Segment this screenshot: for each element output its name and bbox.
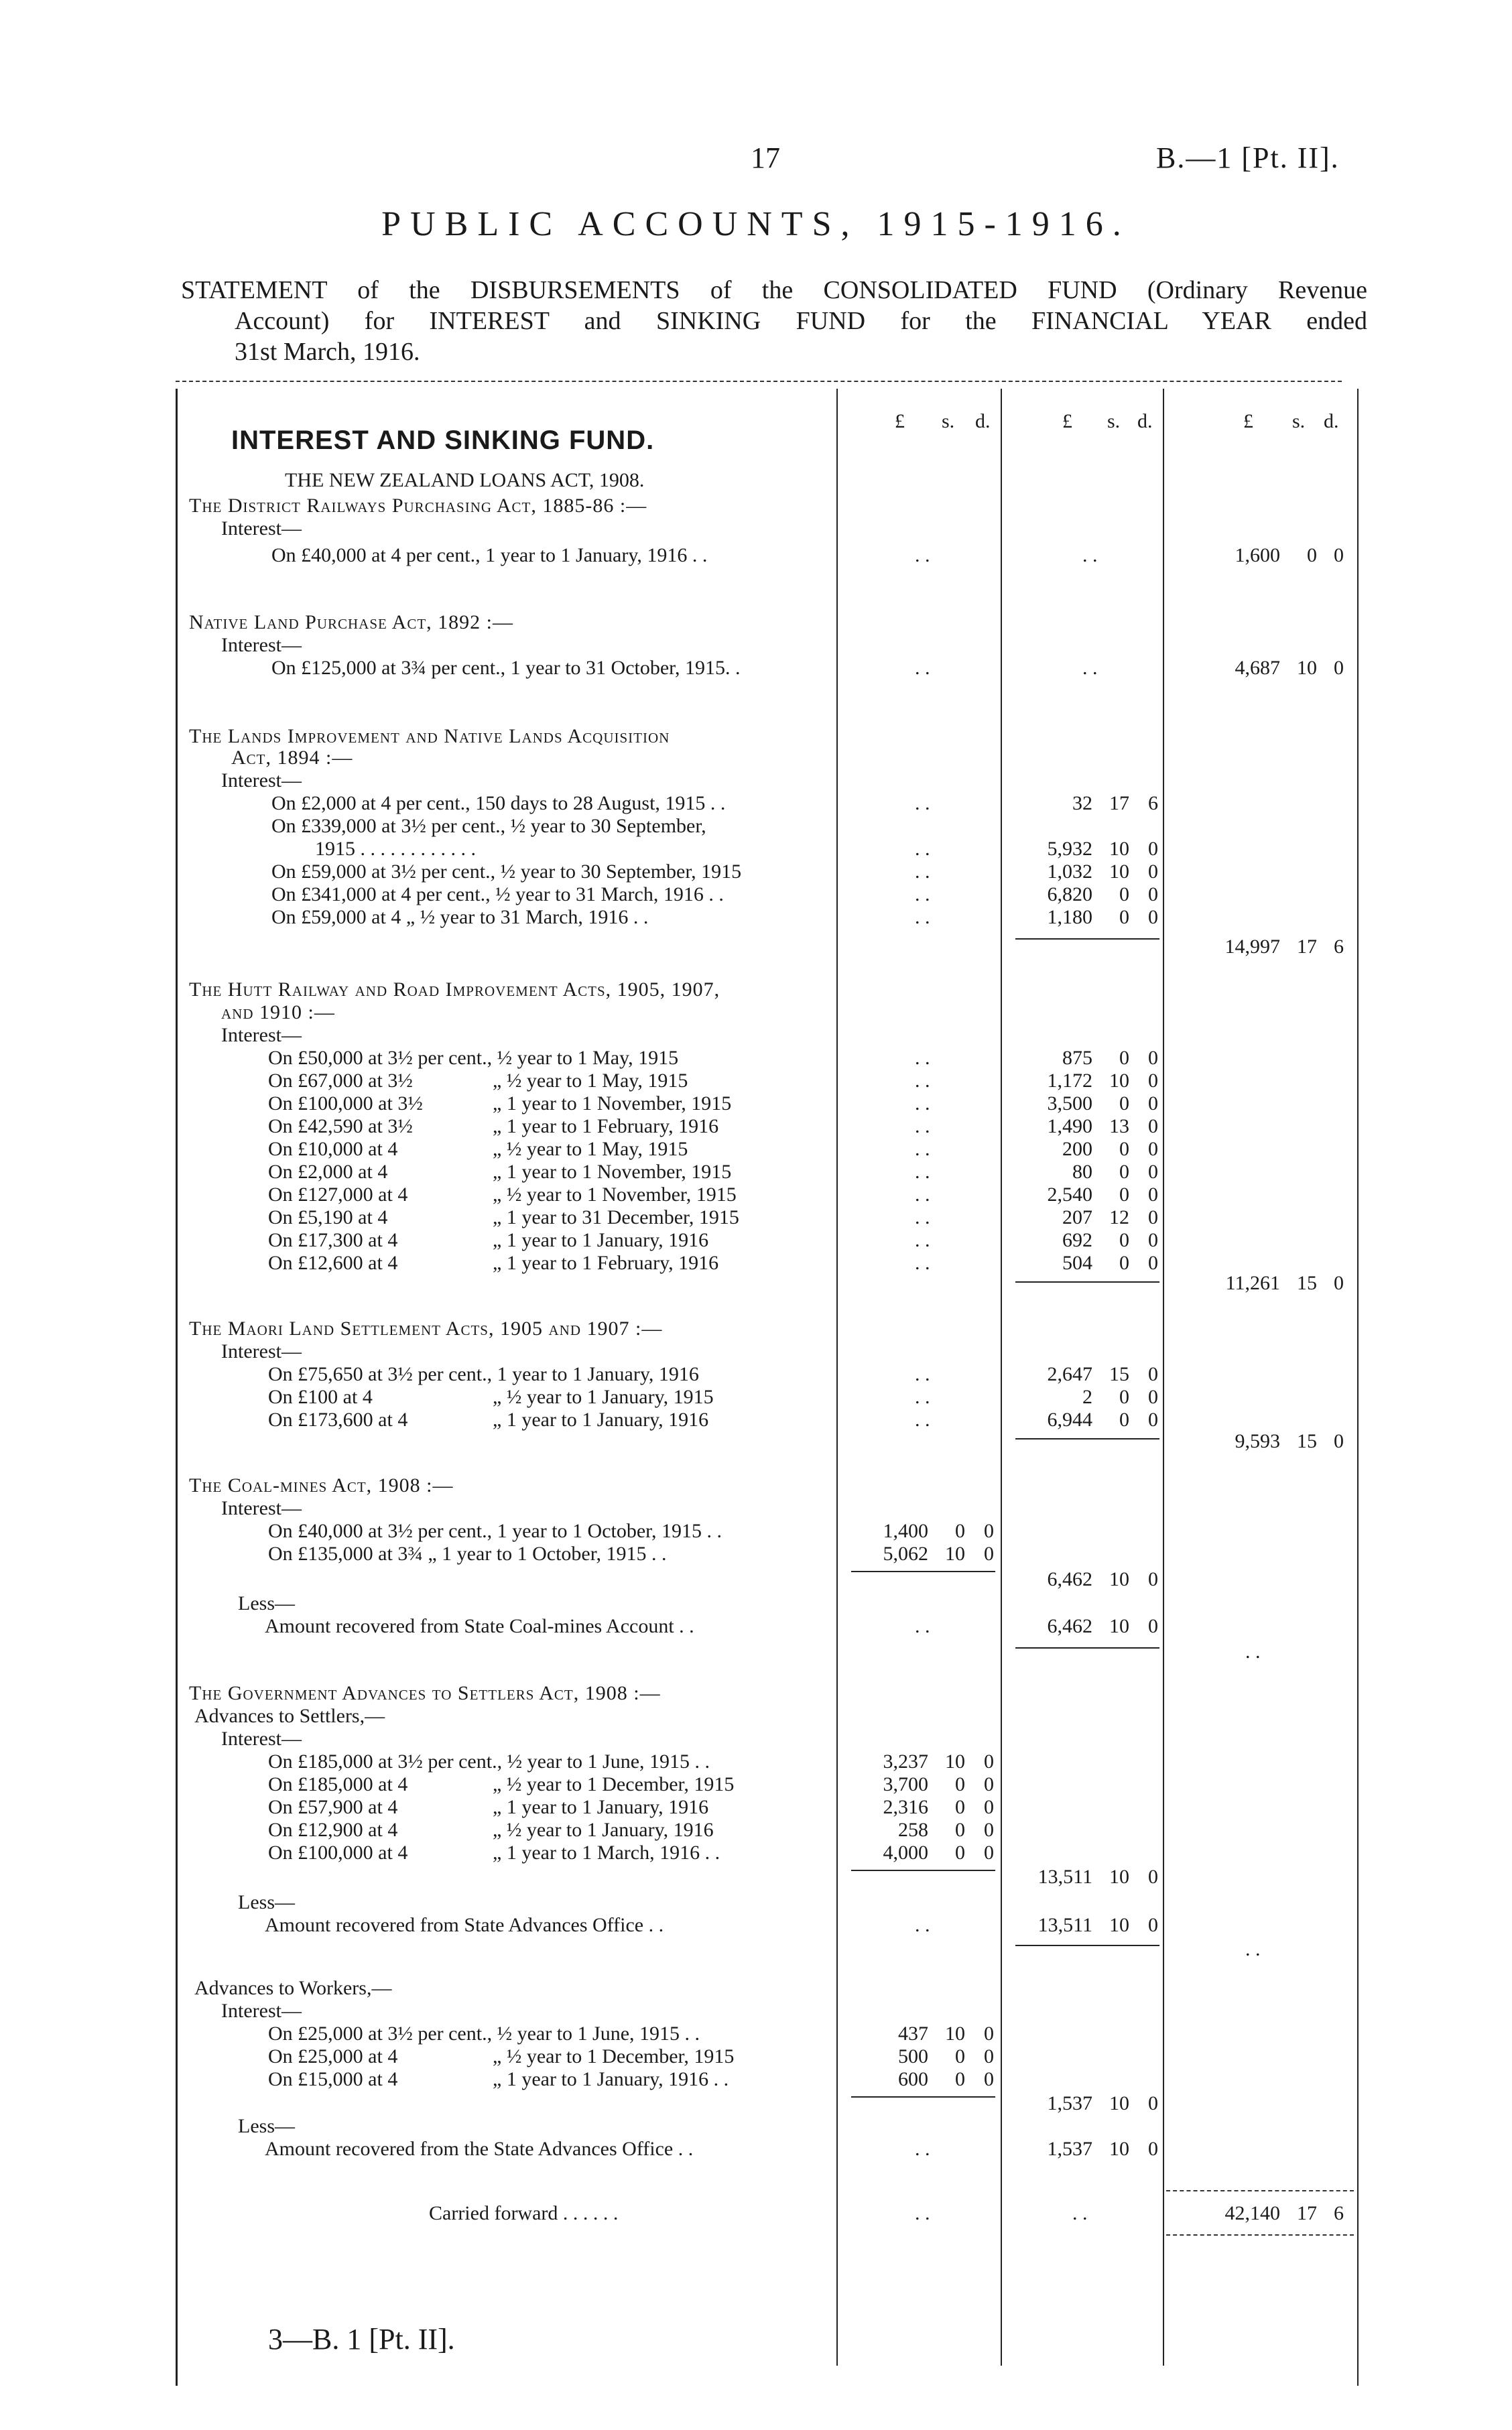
section-5-line-3-pence: 0 xyxy=(1148,1409,1158,1431)
section-8-line-2-a: On £25,000 at 4 xyxy=(268,2045,398,2067)
carried-forward-top-rule xyxy=(1166,2190,1354,2191)
section-4-line-5-pounds: 200 xyxy=(1062,1138,1092,1160)
section-5-line-3-c1: . . xyxy=(915,1409,930,1431)
section-5-total-pounds: 9,593 xyxy=(1235,1430,1280,1452)
section-5-line-3-pounds: 6,944 xyxy=(1047,1409,1092,1431)
section-3-line-6: On £59,000 at 4 „ ½ year to 31 March, 1916 . . xyxy=(271,906,649,928)
section-4-line-4-shillings: 13 xyxy=(1109,1115,1129,1137)
section-4-line-10-b: „ 1 year to 1 February, 1916 xyxy=(493,1252,719,1274)
section-4-line-6-c1: . . xyxy=(915,1161,930,1183)
section-6-subtotal-pence: 0 xyxy=(1148,1568,1158,1590)
section-3-line-6-pounds: 1,180 xyxy=(1047,906,1092,928)
section-7-line-5-a: On £100,000 at 4 xyxy=(268,1842,408,1864)
section-4-line-9-shillings: 0 xyxy=(1119,1229,1129,1251)
section-7-line-1-pence: 0 xyxy=(984,1750,994,1773)
section-3-line-1-shillings: 17 xyxy=(1109,792,1129,814)
section-2-title: Native Land Purchase Act, 1892 :— xyxy=(189,611,514,633)
section-7-line-1: On £185,000 at 3½ per cent., ½ year to 1 June, 1915 . . xyxy=(268,1750,710,1773)
main-heading: INTEREST AND SINKING FUND. xyxy=(231,426,655,455)
section-4-line-3-shillings: 0 xyxy=(1119,1092,1129,1114)
section-7-line-2-b: „ ½ year to 1 December, 1915 xyxy=(493,1773,735,1795)
section-4-line-8-pence: 0 xyxy=(1148,1206,1158,1228)
table-top-rule xyxy=(176,381,1342,382)
section-4-line-7-pence: 0 xyxy=(1148,1184,1158,1206)
section-8-sum-rule xyxy=(851,2096,995,2098)
section-5-line-1: On £75,650 at 3½ per cent., 1 year to 1 January, 1916 xyxy=(268,1363,699,1385)
page-title: PUBLIC ACCOUNTS, 1915-1916. xyxy=(381,205,1131,243)
section-5-line-1-c1: . . xyxy=(915,1363,930,1385)
section-4-line-1-shillings: 0 xyxy=(1119,1047,1129,1069)
section-3-line-1: On £2,000 at 4 per cent., 150 days to 28 August, 1915 . . xyxy=(271,792,726,814)
carried-forward-pounds: 42,140 xyxy=(1224,2202,1280,2224)
section-6-line-1-pence: 0 xyxy=(984,1520,994,1542)
section-3-sub: Interest— xyxy=(221,769,302,791)
section-2-total-pence: 0 xyxy=(1334,657,1344,679)
section-7-title: The Government Advances to Settlers Act, 1908 :— xyxy=(189,1682,661,1704)
section-4-line-9-b: „ 1 year to 1 January, 1916 xyxy=(493,1229,709,1251)
section-7-subtotal-shillings: 10 xyxy=(1109,1866,1129,1888)
section-7-line-3-a: On £57,900 at 4 xyxy=(268,1796,398,1818)
carried-forward-c1: . . xyxy=(915,2202,930,2224)
footer-reference: 3—B. 1 [Pt. II]. xyxy=(268,2323,455,2356)
section-6-line-2-shillings: 10 xyxy=(945,1543,965,1565)
section-8-line-3-pounds: 600 xyxy=(898,2068,928,2090)
col1-pounds-header: £ xyxy=(895,410,905,432)
section-5-sub: Interest— xyxy=(221,1340,302,1362)
section-8-line-3-pence: 0 xyxy=(984,2068,994,2090)
section-6-sum-rule xyxy=(851,1571,995,1572)
section-4-line-1-c1: . . xyxy=(915,1047,930,1069)
section-4-line-2-pence: 0 xyxy=(1148,1070,1158,1092)
section-4-line-8-shillings: 12 xyxy=(1109,1206,1129,1228)
section-4-line-4-c1: . . xyxy=(915,1115,930,1137)
section-4-line-3-pence: 0 xyxy=(1148,1092,1158,1114)
section-7-line-2-pence: 0 xyxy=(984,1773,994,1795)
section-8-line-3-b: „ 1 year to 1 January, 1916 . . xyxy=(493,2068,729,2090)
section-3-line-3-c1: . . xyxy=(915,838,930,860)
section-8-recovered-pence: 0 xyxy=(1148,2138,1158,2160)
section-5-line-2-c1: . . xyxy=(915,1386,930,1408)
section-7-line-5-pounds: 4,000 xyxy=(883,1842,928,1864)
section-6-recovered-pounds: 6,462 xyxy=(1047,1615,1092,1637)
carried-forward-c2: . . xyxy=(1072,2202,1088,2224)
section-5-line-3-b: „ 1 year to 1 January, 1916 xyxy=(493,1409,709,1431)
section-8-recovered-pounds: 1,537 xyxy=(1047,2138,1092,2160)
section-4-line-3-b: „ 1 year to 1 November, 1915 xyxy=(493,1092,732,1114)
document-reference: B.—1 [Pt. II]. xyxy=(1156,141,1340,174)
section-7-sub-1: Advances to Settlers,— xyxy=(194,1705,385,1727)
section-8-sub: Interest— xyxy=(221,2000,302,2022)
section-7-line-4-shillings: 0 xyxy=(955,1819,965,1841)
section-5-total-shillings: 15 xyxy=(1297,1430,1317,1452)
section-4-line-9-pounds: 692 xyxy=(1062,1229,1092,1251)
section-6-recovered: Amount recovered from State Coal-mines Account . . xyxy=(265,1615,694,1637)
col3-pence-header: d. xyxy=(1324,410,1339,432)
section-7-line-3-pounds: 2,316 xyxy=(883,1796,928,1818)
section-4-line-5-a: On £10,000 at 4 xyxy=(268,1138,398,1160)
section-1-c2: . . xyxy=(1082,544,1098,566)
section-4-line-10-shillings: 0 xyxy=(1119,1252,1129,1274)
section-4-line-6-pounds: 80 xyxy=(1072,1161,1092,1183)
section-5-line-3-a: On £173,600 at 4 xyxy=(268,1409,408,1431)
section-4-line-8-b: „ 1 year to 31 December, 1915 xyxy=(493,1206,739,1228)
col2-pence-header: d. xyxy=(1137,410,1153,432)
section-7-recovered-pounds: 13,511 xyxy=(1037,1914,1092,1936)
section-4-line-9-c1: . . xyxy=(915,1229,930,1251)
section-2-total-shillings: 10 xyxy=(1297,657,1317,679)
section-7-net-rule xyxy=(1015,1945,1159,1946)
section-7-sub: Interest— xyxy=(221,1728,302,1750)
section-4-line-10-c1: . . xyxy=(915,1252,930,1274)
section-3-line-4-shillings: 10 xyxy=(1109,860,1129,883)
section-8-subtotal-pounds: 1,537 xyxy=(1047,2092,1092,2114)
section-7-recovered-pence: 0 xyxy=(1148,1914,1158,1936)
section-6-c3: . . xyxy=(1245,1641,1261,1663)
section-4-line-3-pounds: 3,500 xyxy=(1047,1092,1092,1114)
section-7-line-3-shillings: 0 xyxy=(955,1796,965,1818)
section-4-sum-rule xyxy=(1015,1281,1159,1283)
section-5-total-pence: 0 xyxy=(1334,1430,1344,1452)
section-4-title-2: and 1910 :— xyxy=(221,1001,335,1023)
section-7-line-5-b: „ 1 year to 1 March, 1916 . . xyxy=(493,1842,720,1864)
section-3-line-4-c1: . . xyxy=(915,860,930,883)
section-4-line-6-a: On £2,000 at 4 xyxy=(268,1161,388,1183)
column-rule-2 xyxy=(1001,389,1002,2366)
section-4-line-10-pounds: 504 xyxy=(1062,1252,1092,1274)
section-4-line-8-a: On £5,190 at 4 xyxy=(268,1206,388,1228)
section-4-line-1: On £50,000 at 3½ per cent., ½ year to 1 May, 1915 xyxy=(268,1047,679,1069)
section-8-less: Less— xyxy=(238,2115,295,2137)
col3-shillings-header: s. xyxy=(1292,410,1306,432)
section-4-line-5-shillings: 0 xyxy=(1119,1138,1129,1160)
section-4-total-pence: 0 xyxy=(1334,1272,1344,1294)
section-4-title-1: The Hutt Railway and Road Improvement Acts, 1905, 1907, xyxy=(189,978,720,1001)
section-5-line-2-pence: 0 xyxy=(1148,1386,1158,1408)
section-1-total-pence: 0 xyxy=(1334,544,1344,566)
section-5-line-2-b: „ ½ year to 1 January, 1915 xyxy=(493,1386,714,1408)
carried-forward-shillings: 17 xyxy=(1297,2202,1317,2224)
column-rule-3 xyxy=(1163,389,1164,2366)
section-4-line-6-pence: 0 xyxy=(1148,1161,1158,1183)
section-7-line-4-pounds: 258 xyxy=(898,1819,928,1841)
section-1-title: The District Railways Purchasing Act, 1885-86 :— xyxy=(189,495,647,517)
section-3-total-shillings: 17 xyxy=(1297,936,1317,958)
section-8-line-1-pounds: 437 xyxy=(898,2023,928,2045)
section-8-recovered-shillings: 10 xyxy=(1109,2138,1129,2160)
section-2-line: On £125,000 at 3¾ per cent., 1 year to 31 October, 1915. . xyxy=(271,657,741,679)
section-6-line-1-pounds: 1,400 xyxy=(883,1520,928,1542)
section-8-line-2-pence: 0 xyxy=(984,2045,994,2067)
section-3-line-3: 1915 . . . . . . . . . . . . xyxy=(315,838,476,860)
section-5-line-1-shillings: 15 xyxy=(1109,1363,1129,1385)
section-7-line-5-shillings: 0 xyxy=(955,1842,965,1864)
section-4-line-7-pounds: 2,540 xyxy=(1047,1184,1092,1206)
section-7-line-5-pence: 0 xyxy=(984,1842,994,1864)
section-4-line-8-pounds: 207 xyxy=(1062,1206,1092,1228)
section-4-line-6-shillings: 0 xyxy=(1119,1161,1129,1183)
section-6-line-2: On £135,000 at 3¾ „ 1 year to 1 October, 1915 . . xyxy=(268,1543,667,1565)
section-4-line-5-c1: . . xyxy=(915,1138,930,1160)
section-4-line-10-pence: 0 xyxy=(1148,1252,1158,1274)
section-2-total-pounds: 4,687 xyxy=(1235,657,1280,679)
carried-forward-bottom-rule xyxy=(1166,2234,1354,2236)
section-4-line-4-pence: 0 xyxy=(1148,1115,1158,1137)
section-3-sum-rule xyxy=(1015,938,1159,940)
section-1-total-pounds: 1,600 xyxy=(1235,544,1280,566)
section-5-line-3-shillings: 0 xyxy=(1119,1409,1129,1431)
section-4-line-10-a: On £12,600 at 4 xyxy=(268,1252,398,1274)
section-4-line-2-c1: . . xyxy=(915,1070,930,1092)
section-6-subtotal-shillings: 10 xyxy=(1109,1568,1129,1590)
section-4-line-4-b: „ 1 year to 1 February, 1916 xyxy=(493,1115,719,1137)
section-3-line-5-pence: 0 xyxy=(1148,883,1158,905)
col2-shillings-header: s. xyxy=(1107,410,1121,432)
section-3-line-1-pence: 6 xyxy=(1148,792,1158,814)
section-8-line-2-pounds: 500 xyxy=(898,2045,928,2067)
section-8-recovered-c1: . . xyxy=(915,2138,930,2160)
section-8-line-1-pence: 0 xyxy=(984,2023,994,2045)
act-heading: THE NEW ZEALAND LOANS ACT, 1908. xyxy=(285,469,645,491)
section-7-line-4-b: „ ½ year to 1 January, 1916 xyxy=(493,1819,714,1841)
section-6-sub: Interest— xyxy=(221,1497,302,1519)
section-4-line-1-pounds: 875 xyxy=(1062,1047,1092,1069)
column-rule-1 xyxy=(836,389,838,2366)
section-3-line-6-c1: . . xyxy=(915,906,930,928)
section-7-line-4-pence: 0 xyxy=(984,1819,994,1841)
section-3-title-1: The Lands Improvement and Native Lands Acquisition xyxy=(189,725,670,747)
section-3-line-5-pounds: 6,820 xyxy=(1047,883,1092,905)
section-4-line-2-b: „ ½ year to 1 May, 1915 xyxy=(493,1070,688,1092)
carried-forward-label: Carried forward . . . . . . xyxy=(429,2202,619,2224)
section-4-total-shillings: 15 xyxy=(1297,1272,1317,1294)
section-6-line-1-shillings: 0 xyxy=(955,1520,965,1542)
section-6-net-rule xyxy=(1015,1647,1159,1649)
carried-forward-pence: 6 xyxy=(1334,2202,1344,2224)
section-7-recovered: Amount recovered from State Advances Office . . xyxy=(265,1914,664,1936)
section-4-line-4-a: On £42,590 at 3½ xyxy=(268,1115,413,1137)
section-6-line-2-pounds: 5,062 xyxy=(883,1543,928,1565)
section-8-sub-1: Advances to Workers,— xyxy=(194,1977,392,1999)
section-5-line-2-shillings: 0 xyxy=(1119,1386,1129,1408)
section-3-line-4-pounds: 1,032 xyxy=(1047,860,1092,883)
section-8-line-2-b: „ ½ year to 1 December, 1915 xyxy=(493,2045,735,2067)
col3-pounds-header: £ xyxy=(1243,410,1253,432)
section-4-line-2-pounds: 1,172 xyxy=(1047,1070,1092,1092)
section-4-line-3-a: On £100,000 at 3½ xyxy=(268,1092,423,1114)
section-7-line-4-a: On £12,900 at 4 xyxy=(268,1819,398,1841)
section-3-total-pence: 6 xyxy=(1334,936,1344,958)
section-3-line-6-shillings: 0 xyxy=(1119,906,1129,928)
section-4-line-7-a: On £127,000 at 4 xyxy=(268,1184,408,1206)
section-1-c1: . . xyxy=(915,544,930,566)
section-7-subtotal-pence: 0 xyxy=(1148,1866,1158,1888)
section-3-line-5-c1: . . xyxy=(915,883,930,905)
table-left-rule xyxy=(176,389,178,2386)
section-6-less: Less— xyxy=(238,1592,295,1614)
section-8-line-3-shillings: 0 xyxy=(955,2068,965,2090)
section-7-line-2-pounds: 3,700 xyxy=(883,1773,928,1795)
section-7-line-1-shillings: 10 xyxy=(945,1750,965,1773)
section-4-line-1-pence: 0 xyxy=(1148,1047,1158,1069)
section-6-title: The Coal-mines Act, 1908 :— xyxy=(189,1474,454,1496)
section-5-line-1-pence: 0 xyxy=(1148,1363,1158,1385)
section-4-line-7-b: „ ½ year to 1 November, 1915 xyxy=(493,1184,737,1206)
section-3-line-2: On £339,000 at 3½ per cent., ½ year to 30 September, xyxy=(271,815,706,837)
section-1-total-shillings: 0 xyxy=(1307,544,1317,566)
section-7-line-2-a: On £185,000 at 4 xyxy=(268,1773,408,1795)
section-1-line: On £40,000 at 4 per cent., 1 year to 1 January, 1916 . . xyxy=(271,544,708,566)
section-8-line-3-a: On £15,000 at 4 xyxy=(268,2068,398,2090)
section-7-less: Less— xyxy=(238,1891,295,1913)
page-number: 17 xyxy=(751,141,780,174)
section-4-line-5-b: „ ½ year to 1 May, 1915 xyxy=(493,1138,688,1160)
section-3-line-5-shillings: 0 xyxy=(1119,883,1129,905)
section-6-subtotal-pounds: 6,462 xyxy=(1047,1568,1092,1590)
section-6-recovered-c1: . . xyxy=(915,1615,930,1637)
section-4-total-pounds: 11,261 xyxy=(1225,1272,1280,1294)
section-4-line-7-shillings: 0 xyxy=(1119,1184,1129,1206)
statement-line-3: 31st March, 1916. xyxy=(235,338,420,366)
section-4-line-2-shillings: 10 xyxy=(1109,1070,1129,1092)
section-5-sum-rule xyxy=(1015,1438,1159,1440)
section-3-line-6-pence: 0 xyxy=(1148,906,1158,928)
section-4-line-8-c1: . . xyxy=(915,1206,930,1228)
section-8-subtotal-shillings: 10 xyxy=(1109,2092,1129,2114)
section-5-line-2-a: On £100 at 4 xyxy=(268,1386,373,1408)
table-right-rule xyxy=(1357,389,1359,2386)
section-6-recovered-shillings: 10 xyxy=(1109,1615,1129,1637)
section-7-line-1-pounds: 3,237 xyxy=(883,1750,928,1773)
section-3-line-3-shillings: 10 xyxy=(1109,838,1129,860)
section-4-line-6-b: „ 1 year to 1 November, 1915 xyxy=(493,1161,732,1183)
section-8-recovered: Amount recovered from the State Advances Office . . xyxy=(265,2138,694,2160)
section-3-line-3-pounds: 5,932 xyxy=(1047,838,1092,860)
col1-shillings-header: s. xyxy=(942,410,955,432)
section-7-c3: . . xyxy=(1245,1938,1261,1960)
section-7-recovered-shillings: 10 xyxy=(1109,1914,1129,1936)
section-7-recovered-c1: . . xyxy=(915,1914,930,1936)
section-4-line-4-pounds: 1,490 xyxy=(1047,1115,1092,1137)
section-2-sub: Interest— xyxy=(221,634,302,656)
col1-pence-header: d. xyxy=(975,410,991,432)
section-6-line-2-pence: 0 xyxy=(984,1543,994,1565)
section-2-c2: . . xyxy=(1082,657,1098,679)
statement-line-2: Account) for INTEREST and SINKING FUND for the FINANCIAL YEAR ended xyxy=(235,307,1367,335)
section-3-line-4-pence: 0 xyxy=(1148,860,1158,883)
section-4-line-3-c1: . . xyxy=(915,1092,930,1114)
section-8-line-1-shillings: 10 xyxy=(945,2023,965,2045)
section-4-sub: Interest— xyxy=(221,1024,302,1046)
section-4-line-7-c1: . . xyxy=(915,1184,930,1206)
section-3-total-pounds: 14,997 xyxy=(1224,936,1280,958)
section-5-line-1-pounds: 2,647 xyxy=(1047,1363,1092,1385)
section-4-line-9-a: On £17,300 at 4 xyxy=(268,1229,398,1251)
statement-heading xyxy=(181,275,1367,367)
section-7-line-3-b: „ 1 year to 1 January, 1916 xyxy=(493,1796,709,1818)
section-8-line-1: On £25,000 at 3½ per cent., ½ year to 1 June, 1915 . . xyxy=(268,2023,700,2045)
col2-pounds-header: £ xyxy=(1062,410,1072,432)
section-3-title-2: Act, 1894 :— xyxy=(231,747,353,769)
section-3-line-3-pence: 0 xyxy=(1148,838,1158,860)
section-4-line-5-pence: 0 xyxy=(1148,1138,1158,1160)
section-5-title: The Maori Land Settlement Acts, 1905 and 1907 :— xyxy=(189,1318,663,1340)
section-2-c1: . . xyxy=(915,657,930,679)
section-6-line-1: On £40,000 at 3½ per cent., 1 year to 1 October, 1915 . . xyxy=(268,1520,722,1542)
section-7-sum-rule xyxy=(851,1870,995,1871)
section-3-line-1-pounds: 32 xyxy=(1072,792,1092,814)
section-7-line-3-pence: 0 xyxy=(984,1796,994,1818)
section-3-line-5: On £341,000 at 4 per cent., ½ year to 31 March, 1916 . . xyxy=(271,883,724,905)
section-1-sub: Interest— xyxy=(221,517,302,539)
section-3-line-1-c1: . . xyxy=(915,792,930,814)
section-7-subtotal-pounds: 13,511 xyxy=(1037,1866,1092,1888)
section-4-line-2-a: On £67,000 at 3½ xyxy=(268,1070,413,1092)
section-6-recovered-pence: 0 xyxy=(1148,1615,1158,1637)
section-8-subtotal-pence: 0 xyxy=(1148,2092,1158,2114)
section-8-line-2-shillings: 0 xyxy=(955,2045,965,2067)
section-7-line-2-shillings: 0 xyxy=(955,1773,965,1795)
section-5-line-2-pounds: 2 xyxy=(1082,1386,1092,1408)
section-4-line-9-pence: 0 xyxy=(1148,1229,1158,1251)
statement-line-1: STATEMENT of the DISBURSEMENTS of the CONSOLIDATED FUND (Ordinary Revenue xyxy=(181,276,1367,304)
section-3-line-4: On £59,000 at 3½ per cent., ½ year to 30 September, 1915 xyxy=(271,860,742,883)
